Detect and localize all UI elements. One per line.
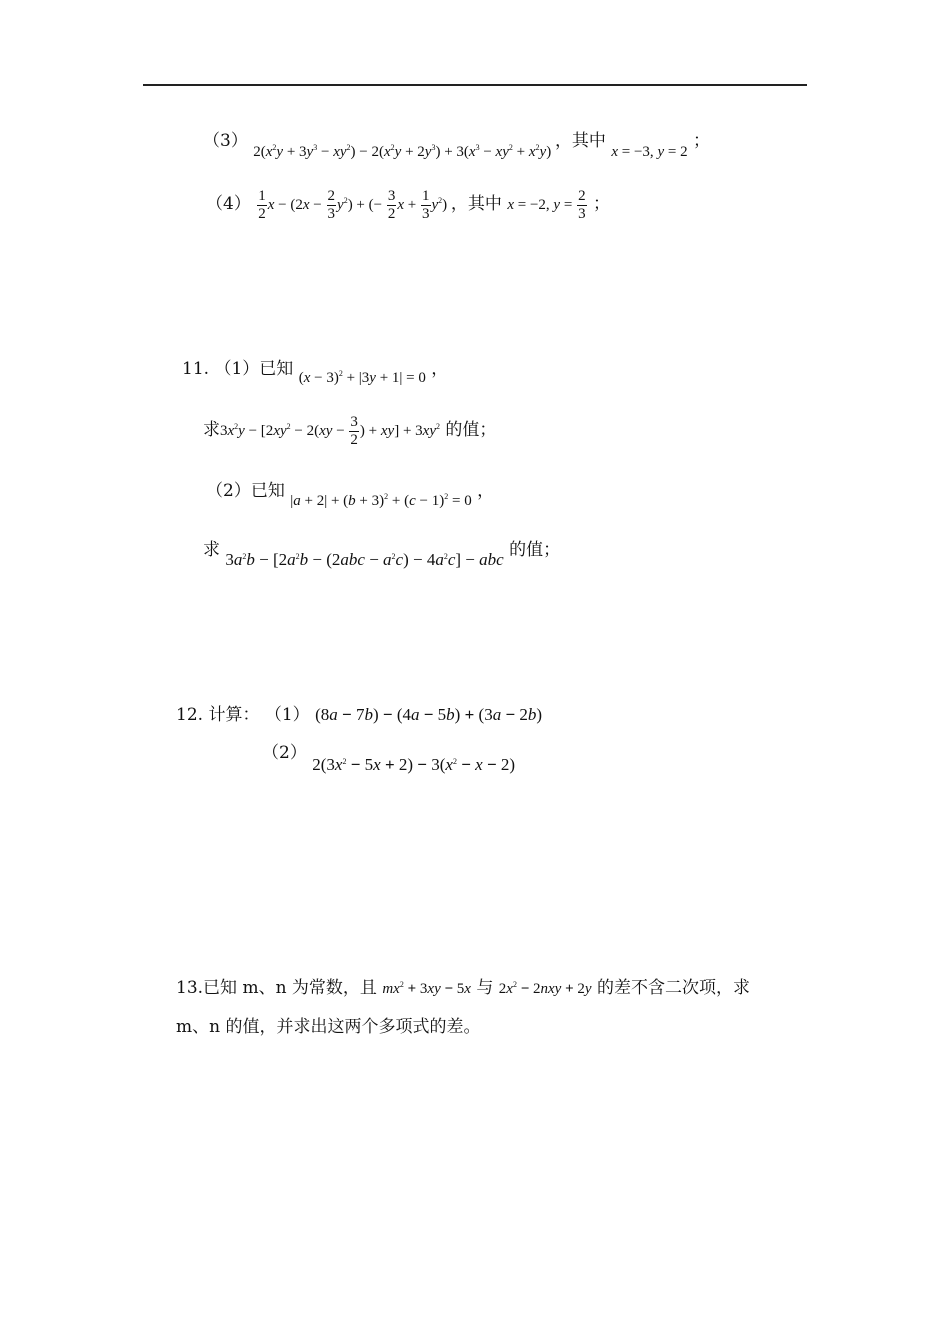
expression-1: $mx^2 + 3xy - 5x$ [382,980,471,997]
expression: $2(x^2y + 3y^3 - xy^2) - 2(x^2y + 2y^3) + 3(x^3 - xy^2 + x^2y)$ [253,143,555,160]
problem-label: （4） [206,194,251,215]
problem-13-line2 [176,1012,480,1037]
condition: x = −3, y = 2 [611,144,688,160]
tail: ； [692,131,710,151]
expression: $3a^2b - [2a^2b - (2abc - a^2c) - 4a^2c]$ − abc [225,550,504,569]
part-label: （1） [264,705,310,725]
problem-number: 13. [176,978,204,998]
problem-11-part2-header [206,476,495,509]
expression: $\frac{1}{2}$ x − (2x − $\frac{2}{3}$ $y^2$) + (− $\frac{3}{2}$ x + $\frac{1}{3}$ $y^2$) [258,188,451,223]
expression-2: $2x^2 - 2nxy + 2y$ [498,980,592,997]
part-label: （1）已知 [214,359,294,379]
ask-tail: 的值； [509,540,561,560]
text-segment: m、n 的值，并求出这两个多项式的差。 [176,1017,481,1037]
problem-11-part2-ask [203,535,561,569]
problem-12-part1 [176,700,542,725]
problem-11-part1-header [182,354,449,386]
ask-label: 求 [203,420,220,441]
part-label: （2）已知 [206,481,285,501]
condition-label: ，其中 [554,131,606,151]
text-segment: 的差不含二次项，求 [596,978,750,998]
problem-title: 计算： [208,705,260,725]
condition-label: ，其中 [450,194,502,215]
expression: $2(3x^2 - 5x + 2) - 3(x^2 - x - 2)$ [312,755,516,774]
part-label: （2） [262,743,307,763]
tail: ； [592,194,610,215]
header-rule [143,84,807,86]
ask-label: 求 [203,540,220,560]
condition: $(x - 3)^2 + |3y + 1| = 0$ [298,369,426,386]
problem-11-part1-ask [203,414,496,450]
tail: ， [431,359,449,379]
problem-13-line1 [176,973,750,998]
problem-10-4 [206,188,610,224]
problem-number: 11. [182,359,210,379]
condition: $|a + 2| + (b + 3)^2 + (c - 1)^2 = 0$ [290,492,472,509]
text-segment: 与 [476,978,494,998]
problem-10-3 [203,126,710,160]
text-segment: 已知 m、n 为常数，且 [203,978,377,998]
condition: x = −2, y = $\frac{2}{3}$ [507,188,586,223]
expression: (8a − 7b) − (4a − 5b) + (3a − 2b) [315,705,543,724]
tail: ， [477,481,495,501]
problem-12-part2 [262,738,516,774]
problem-label: （3） [203,131,248,151]
ask-tail: 的值； [445,420,497,441]
expression: $3x^2y - [2xy^2 - 2(xy$ − $\frac{3}{2}$ ) + $xy] + 3xy^2$ [220,414,440,449]
problem-number: 12. [176,705,204,725]
